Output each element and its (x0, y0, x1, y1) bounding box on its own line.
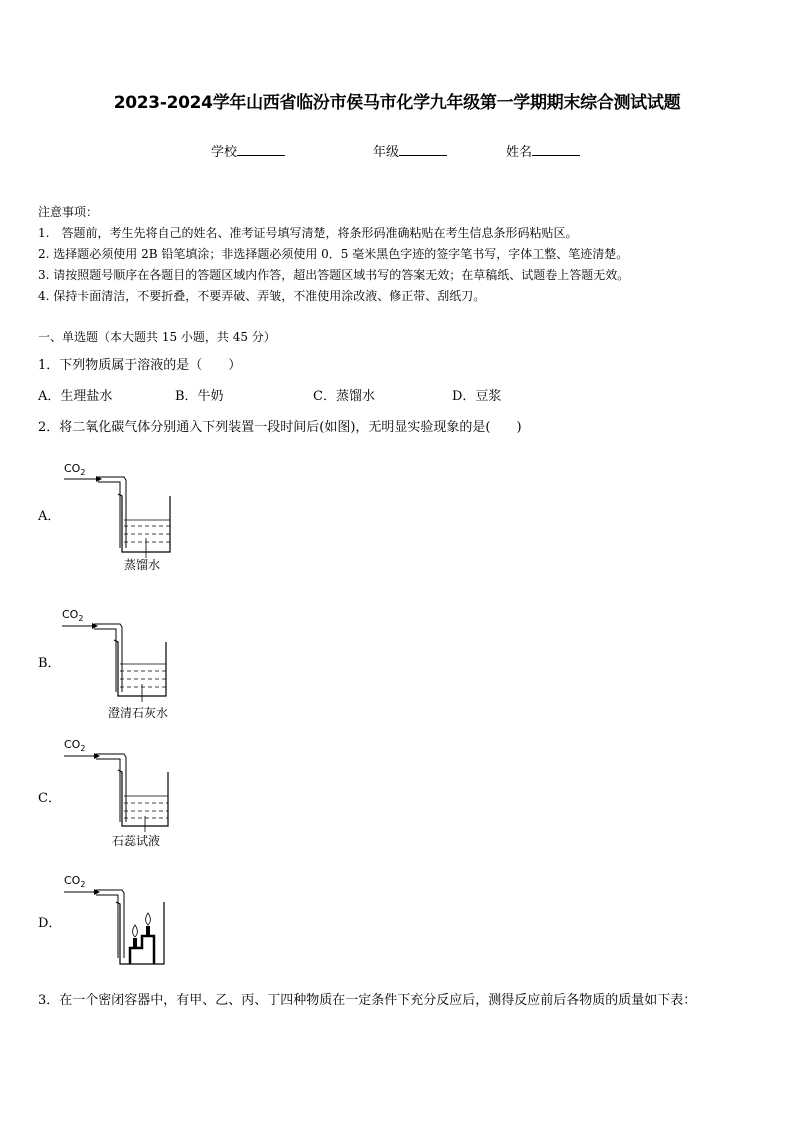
name-blank (532, 143, 580, 156)
notice-item-4: 4. 保持卡面清洁，不要折叠，不要弄破、弄皱，不准使用涂改液、修正带、刮纸刀。 (38, 289, 486, 303)
question-3-stem: 3．在一个密闭容器中，有甲、乙、丙、丁四种物质在一定条件下充分反应后，测得反应前后各物质的质量如下表： (38, 993, 697, 1008)
name-label: 姓名 (506, 145, 533, 160)
q1-option-c: C．蒸馏水 (313, 389, 375, 404)
apparatus-c (60, 734, 180, 834)
section-heading: 一、单选题（本大题共 15 小题，共 45 分） (38, 330, 276, 344)
apparatus-d (60, 870, 180, 970)
grade-field (373, 141, 447, 160)
q2-option-c-letter: C． (38, 791, 61, 806)
name-field (506, 141, 580, 160)
notice-item-2: 2. 选择题必须使用 2B 铅笔填涂；非选择题必须使用 0．5 毫米黑色字迹的签字笔书写，字体工整、笔迹清楚。 (38, 247, 629, 261)
exam-title: 2023-2024学年山西省临汾市侯马市化学九年级第一学期期末综合测试试题 (113, 93, 681, 113)
q2-option-a-letter: A． (38, 509, 61, 524)
notice-item-3: 3. 请按照题号顺序在各题目的答题区域内作答，超出答题区域书写的答案无效；在草稿纸、试题卷上答题无效。 (38, 268, 630, 282)
apparatus-b (60, 604, 180, 704)
apparatus-a (60, 458, 180, 578)
q2-caption-c: 石蕊试液 (112, 834, 161, 848)
co2-label: $CO_2$ (64, 462, 86, 477)
question-2-stem: 2．将二氧化碳气体分别通入下列装置一段时间后(如图)，无明显实验现象的是( ) (38, 420, 522, 435)
q1-option-a: A．生理盐水 (38, 389, 113, 404)
q2-option-d-letter: D． (38, 916, 62, 931)
q1-option-b: B．牛奶 (175, 389, 224, 404)
q2-caption-a: 蒸馏水 (124, 558, 161, 572)
grade-blank (399, 143, 447, 156)
school-label: 学校 (211, 145, 238, 160)
school-blank (237, 143, 285, 156)
co2-label: $CO_2$ (64, 738, 86, 753)
question-1-stem: 1．下列物质属于溶液的是（ ） (38, 358, 242, 373)
co2-label: $CO_2$ (62, 608, 84, 623)
notice-item-1: 1. 答题前，考生先将自己的姓名、准考证号填写清楚，将条形码准确粘贴在考生信息条形码粘贴区。 (38, 226, 578, 240)
notice-heading: 注意事项： (38, 205, 99, 219)
grade-label: 年级 (373, 145, 400, 160)
q2-caption-b: 澄清石灰水 (108, 706, 169, 720)
q2-option-b-letter: B． (38, 656, 61, 671)
co2-label: $CO_2$ (64, 874, 86, 889)
school-field (211, 141, 285, 160)
q1-option-d: D．豆浆 (452, 389, 502, 404)
